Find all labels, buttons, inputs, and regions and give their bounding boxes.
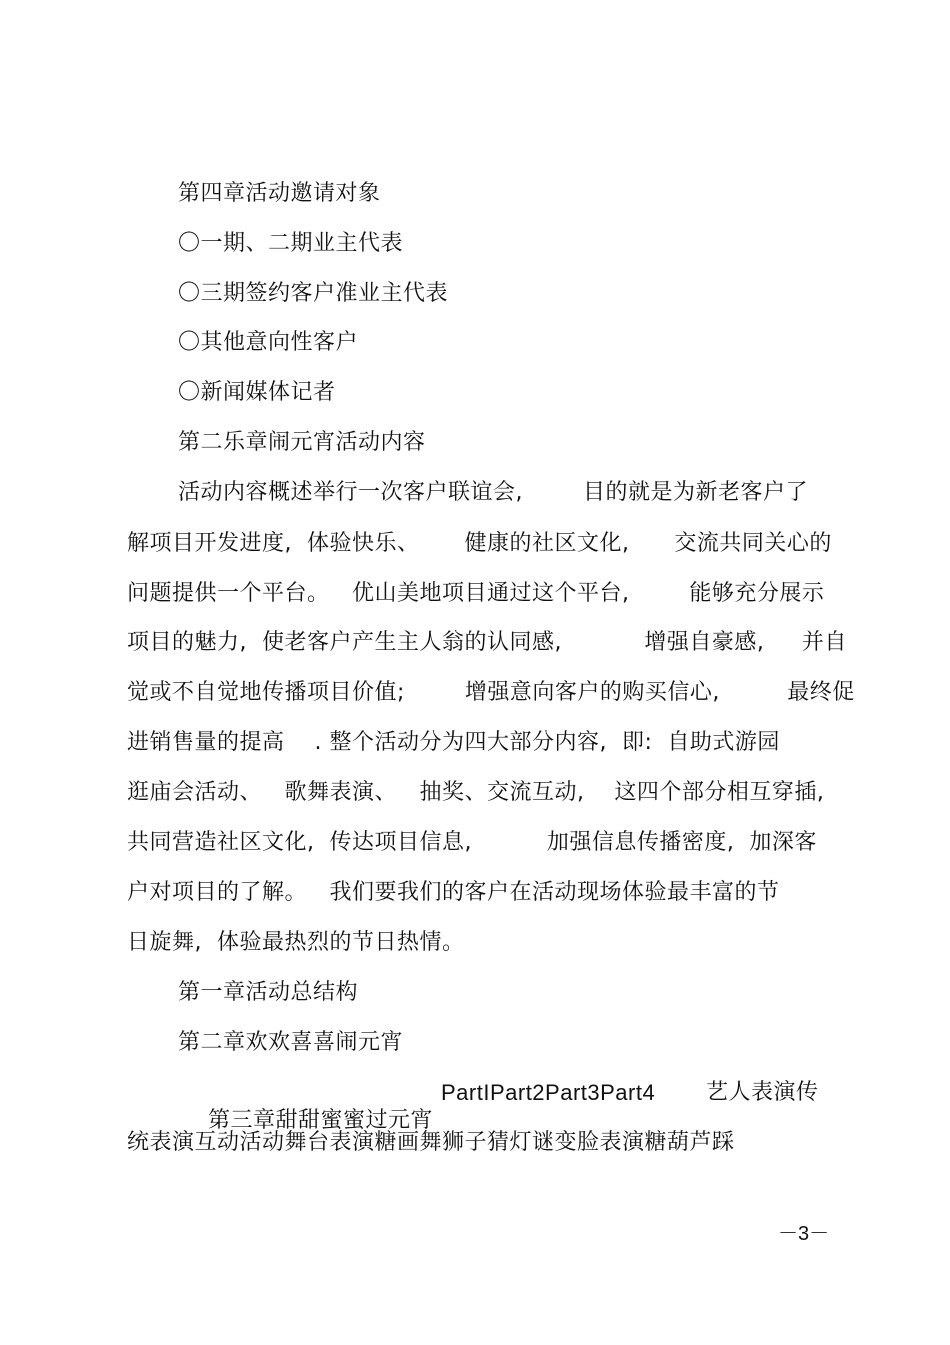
paragraph-line: 日旋舞, 体验最热烈的节日热情。 — [127, 930, 465, 955]
list-item-invitee-2: 〇三期签约客户准业主代表 — [178, 281, 449, 306]
list-item-invitee-4: 〇新闻媒体记者 — [178, 380, 336, 405]
paragraph-line: 问题提供一个平台。 优山美地项目通过这个平台, 能够充分展示 — [127, 581, 825, 606]
paragraph-line: 户对项目的了解。 我们要我们的客户在活动现场体验最丰富的节 — [127, 880, 780, 905]
paragraph-line: 觉或不自觉地传播项目价值; 增强意向客户的购买信心, 最终促 — [127, 680, 855, 705]
paragraph-line: 逛庙会活动、 歌舞表演、 抽奖、交流互动, 这四个部分相互穿插, — [127, 780, 825, 805]
page-number: －3－ — [778, 1223, 830, 1245]
chapter-3-continuation: 艺人表演传 — [706, 1080, 819, 1105]
paragraph-line: 解项目开发进度, 体验快乐、 健康的社区文化, 交流共同关心的 — [127, 531, 832, 556]
heading-invitees: 第四章活动邀请对象 — [178, 181, 381, 206]
heading-chapter-2: 第二章欢欢喜喜闹元宵 — [178, 1030, 404, 1055]
part-labels: PartIPart2Part3Part4 — [441, 1080, 656, 1105]
heading-activity-content: 第二乐章闹元宵活动内容 — [178, 430, 426, 455]
paragraph-line: 项目的魅力, 使老客户产生主人翁的认同感, 增强自豪感, 并自 — [127, 630, 847, 655]
heading-chapter-1: 第一章活动总结构 — [178, 980, 359, 1005]
paragraph-line: 共同营造社区文化, 传达项目信息, 加强信息传播密度, 加深客 — [127, 830, 817, 855]
chapter-3-title: 第三章甜甜蜜蜜过元宵 — [207, 1108, 433, 1133]
list-item-invitee-1: 〇一期、二期业主代表 — [178, 231, 404, 256]
list-item-invitee-3: 〇其他意向性客户 — [178, 330, 359, 355]
paragraph-line: 活动内容概述举行一次客户联谊会, 目的就是为新老客户了 — [178, 480, 808, 505]
paragraph-line: 进销售量的提高 . 整个活动分为四大部分内容, 即: 自助式游园 — [127, 730, 780, 755]
paragraph-line: 统表演互动活动舞台表演糖画舞狮子猜灯谜变脸表演糖葫芦踩 — [127, 1130, 735, 1155]
